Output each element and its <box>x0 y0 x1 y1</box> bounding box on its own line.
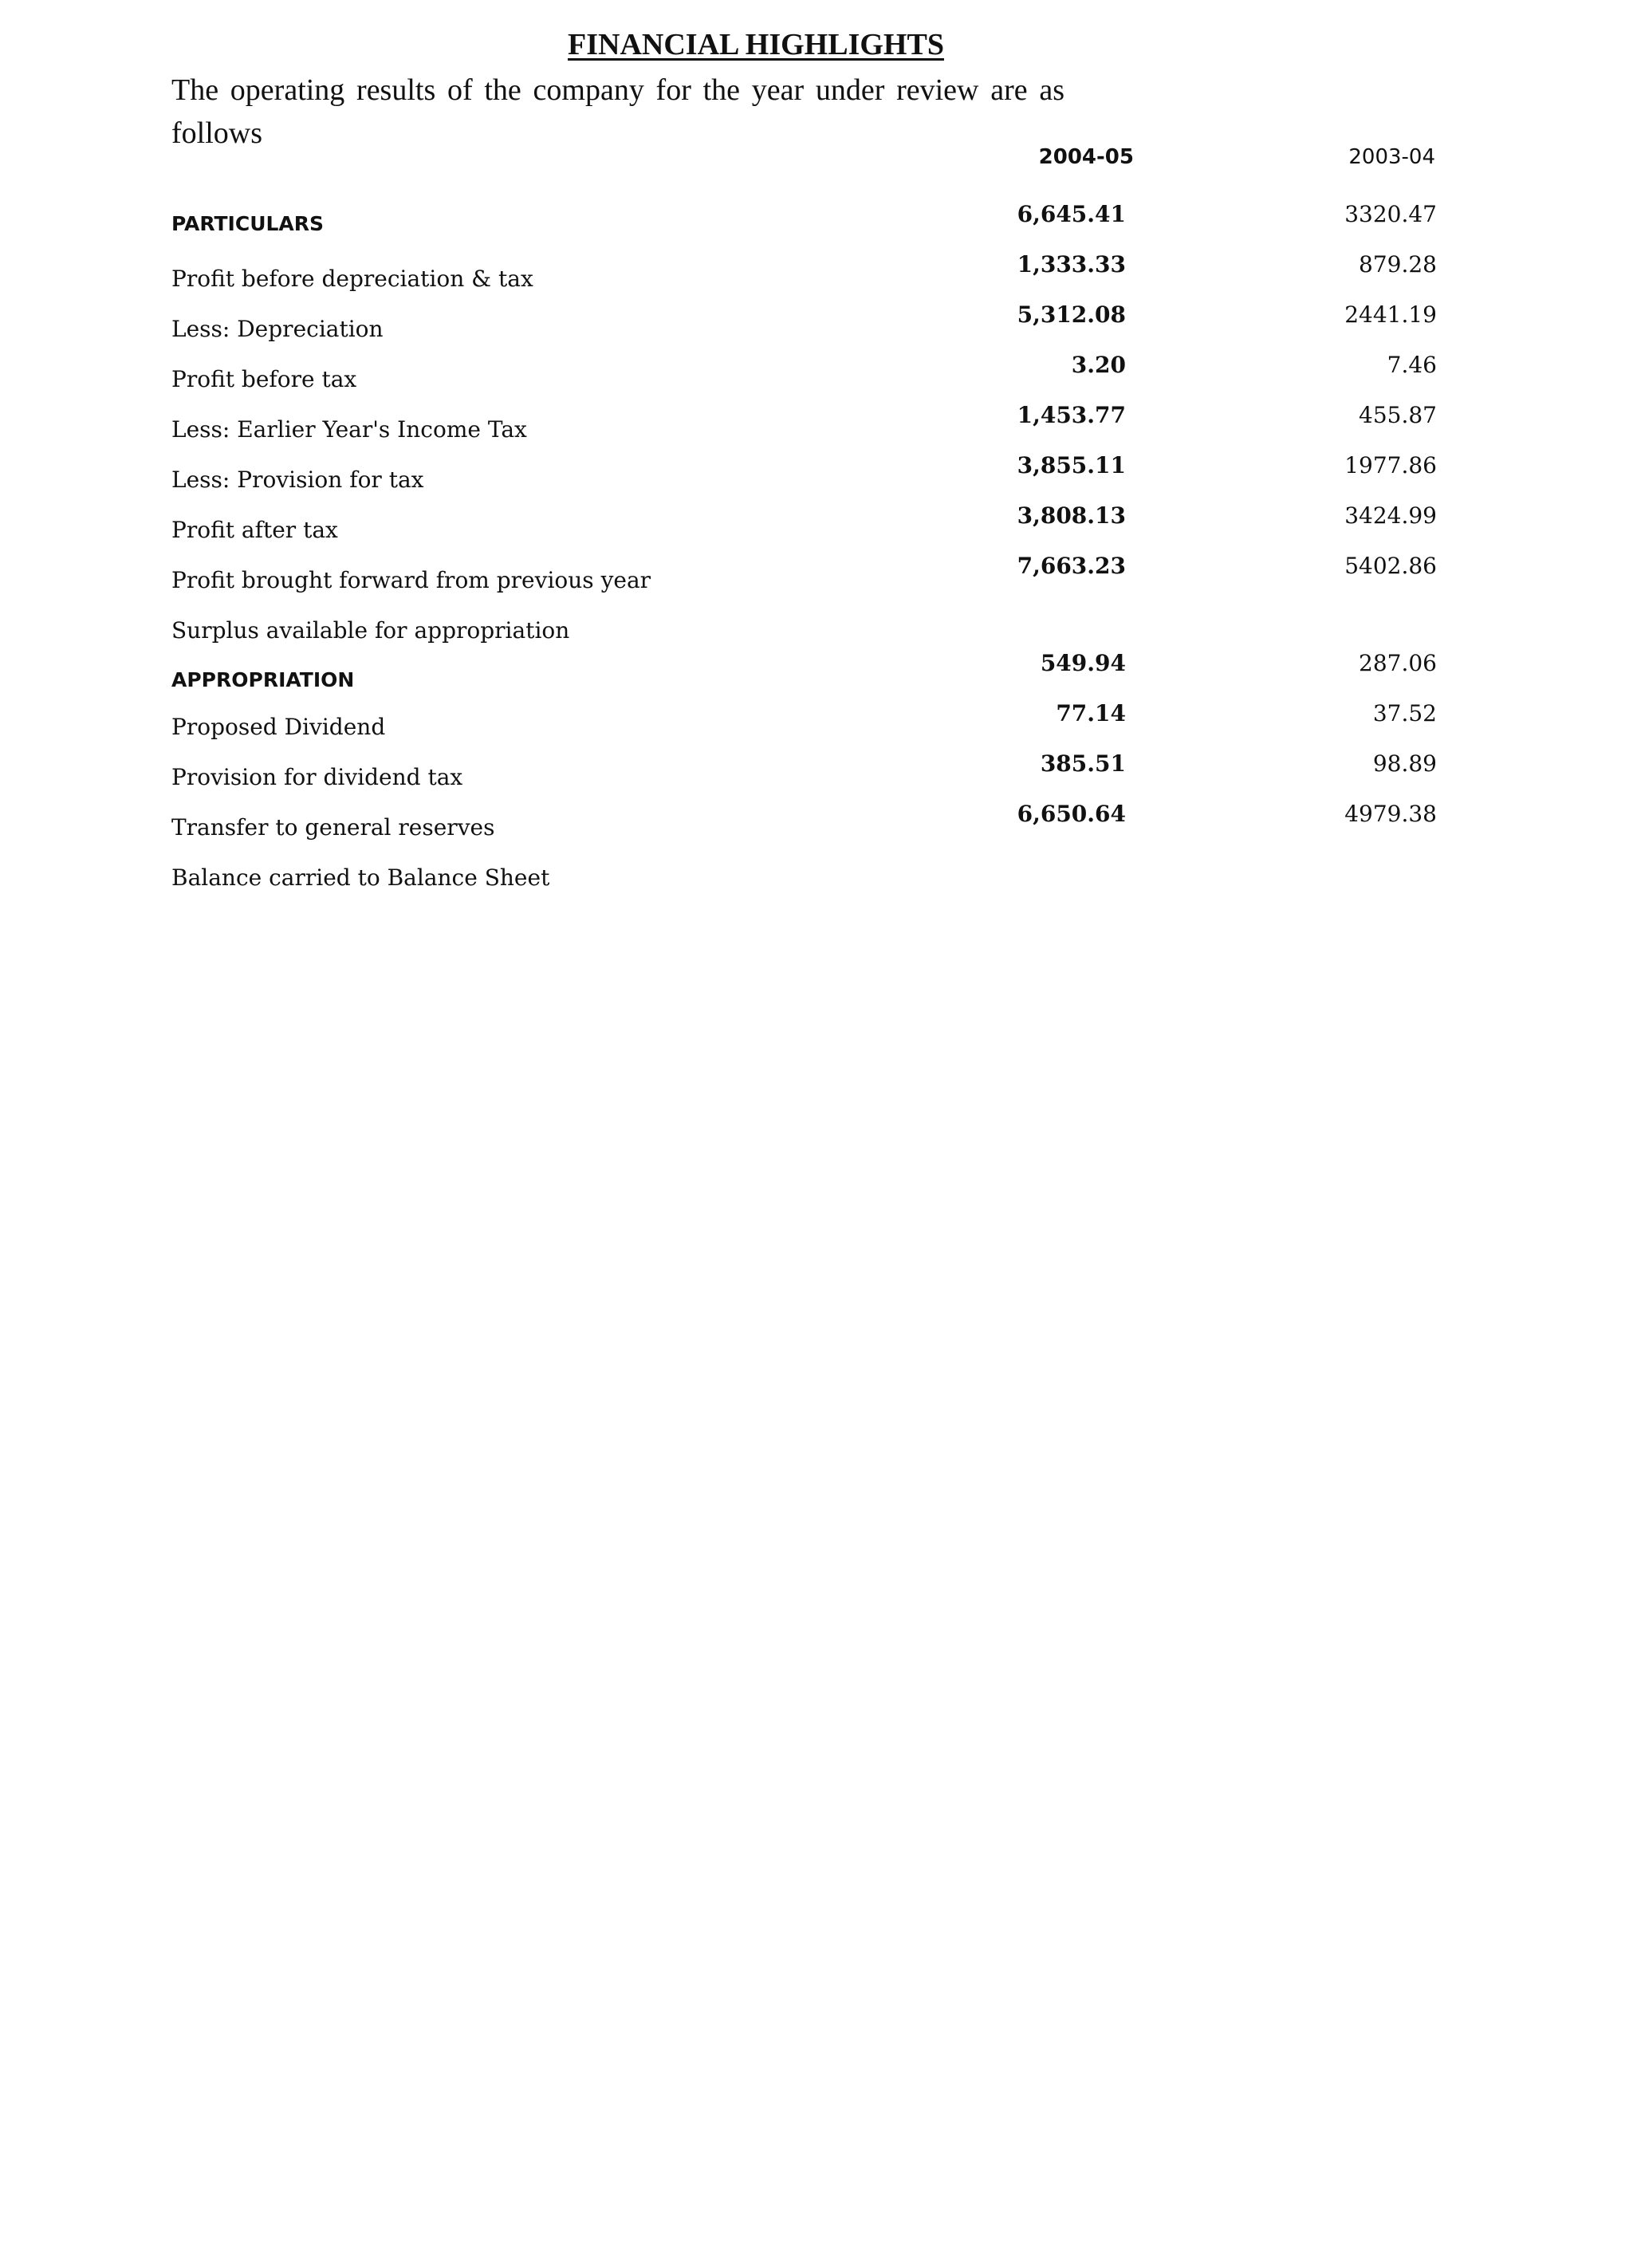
value-2003-04: 879.28 <box>1359 251 1437 278</box>
row-label-surplus-available: Surplus available for appropriation <box>171 617 570 644</box>
value-2003-04: 1977.86 <box>1344 452 1437 478</box>
value-2003-04: 98.89 <box>1372 750 1437 777</box>
value-2003-04: 37.52 <box>1372 700 1437 726</box>
value-2004-05: 77.14 <box>1056 700 1126 726</box>
value-2003-04: 455.87 <box>1359 402 1437 428</box>
value-2004-05: 3,808.13 <box>1017 502 1126 529</box>
value-2003-04: 7.46 <box>1387 352 1437 378</box>
value-2004-05: 3.20 <box>1071 352 1126 378</box>
value-2004-05: 1,333.33 <box>1017 251 1126 278</box>
row-label-profit-brought-forward: Profit brought forward from previous year <box>171 567 651 593</box>
row-label-profit-before-dep-tax: Profit before depreciation & tax <box>171 266 533 292</box>
section-heading-appropriation: APPROPRIATION <box>171 668 355 691</box>
value-2004-05: 549.94 <box>1040 650 1126 676</box>
value-2003-04: 2441.19 <box>1344 301 1437 328</box>
row-label-less-depreciation: Less: Depreciation <box>171 316 384 342</box>
row-label-transfer-general-reserves: Transfer to general reserves <box>171 814 495 841</box>
page-title: FINANCIAL HIGHLIGHTS <box>568 28 944 61</box>
value-2004-05: 385.51 <box>1040 750 1126 777</box>
value-2004-05: 6,650.64 <box>1017 801 1126 827</box>
section-heading-particulars: PARTICULARS <box>171 212 325 235</box>
row-label-less-earlier-income-tax: Less: Earlier Year's Income Tax <box>171 416 527 443</box>
column-header-2003-04: 2003-04 <box>1348 145 1435 169</box>
value-2004-05: 5,312.08 <box>1017 301 1126 328</box>
row-label-provision-dividend-tax: Provision for dividend tax <box>171 764 463 790</box>
column-header-2004-05: 2004-05 <box>1038 145 1134 169</box>
value-2003-04: 4979.38 <box>1344 801 1437 827</box>
value-2003-04: 3424.99 <box>1344 502 1437 529</box>
row-label-profit-before-tax: Profit before tax <box>171 366 357 392</box>
row-label-less-provision-tax: Less: Provision for tax <box>171 467 424 493</box>
value-2003-04: 3320.47 <box>1344 201 1437 227</box>
value-2004-05: 6,645.41 <box>1017 201 1126 227</box>
value-2004-05: 7,663.23 <box>1017 553 1126 579</box>
value-2004-05: 1,453.77 <box>1017 402 1126 428</box>
value-2003-04: 5402.86 <box>1344 553 1437 579</box>
row-label-proposed-dividend: Proposed Dividend <box>171 714 386 740</box>
intro-text: The operating results of the company for the year under review are as follows <box>171 73 1064 150</box>
row-label-profit-after-tax: Profit after tax <box>171 517 338 543</box>
value-2004-05: 3,855.11 <box>1017 452 1126 478</box>
value-2003-04: 287.06 <box>1359 650 1437 676</box>
row-label-balance-carried: Balance carried to Balance Sheet <box>171 864 550 891</box>
